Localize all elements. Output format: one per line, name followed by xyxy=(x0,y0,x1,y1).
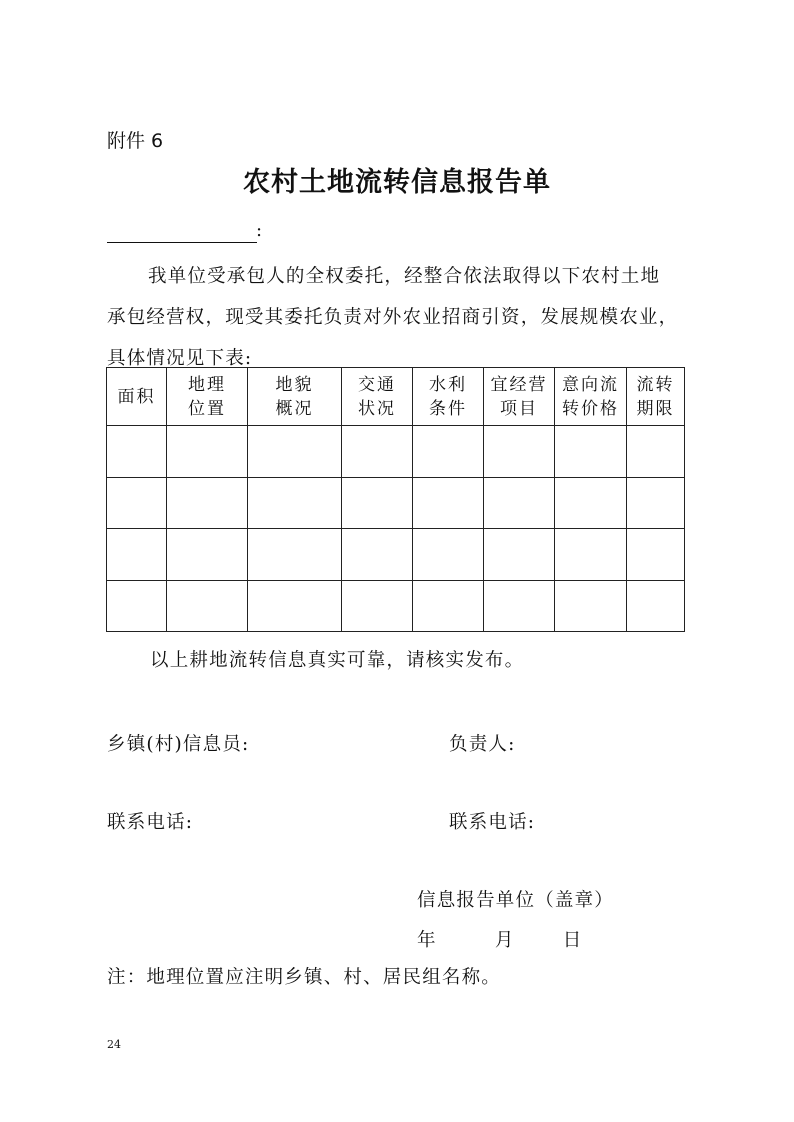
header-terrain: 地貌 概况 xyxy=(248,368,342,426)
intro-line-3: 具体情况见下表: xyxy=(107,348,253,369)
header-traffic: 交通 状况 xyxy=(342,368,413,426)
header-transfer-term: 流转 期限 xyxy=(627,368,685,426)
header-area: 面积 xyxy=(107,368,167,426)
table-cell[interactable] xyxy=(248,580,342,632)
table-cell[interactable] xyxy=(167,580,248,632)
table-cell[interactable] xyxy=(555,529,627,581)
reporting-unit-seal-label: 信息报告单位（盖章） xyxy=(417,890,615,911)
closing-statement: 以上耕地流转信息真实可靠，请核实发布。 xyxy=(150,650,525,671)
table-cell[interactable] xyxy=(167,426,248,478)
table-row xyxy=(107,580,685,632)
header-intended-price: 意向流 转价格 xyxy=(555,368,627,426)
table-cell[interactable] xyxy=(107,529,167,581)
land-info-table xyxy=(106,367,685,632)
table-cell[interactable] xyxy=(107,426,167,478)
phone-right-label: 联系电话: xyxy=(449,812,536,833)
header-location: 地理 位置 xyxy=(167,368,248,426)
day-label: 日 xyxy=(562,930,583,951)
intro-line-1: 我单位受承包人的全权委托，经整合依法取得以下农村土地 xyxy=(148,266,661,287)
footnote: 注：地理位置应注明乡镇、村、居民组名称。 xyxy=(107,967,502,988)
table-cell[interactable] xyxy=(555,477,627,529)
informant-label: 乡镇(村)信息员: xyxy=(107,734,250,755)
table-cell[interactable] xyxy=(484,580,555,632)
date-line xyxy=(417,926,582,952)
table-row xyxy=(107,477,685,529)
addressee-colon: : xyxy=(256,220,263,241)
table-cell[interactable] xyxy=(413,529,484,581)
table-cell[interactable] xyxy=(555,426,627,478)
table-cell[interactable] xyxy=(342,426,413,478)
table-row xyxy=(107,529,685,581)
phone-left-label: 联系电话: xyxy=(107,812,194,833)
table-cell[interactable] xyxy=(342,477,413,529)
table-cell[interactable] xyxy=(413,580,484,632)
table-cell[interactable] xyxy=(248,529,342,581)
table-cell[interactable] xyxy=(627,580,685,632)
table-cell[interactable] xyxy=(627,529,685,581)
table-cell[interactable] xyxy=(627,426,685,478)
header-suitable-projects: 宜经营 项目 xyxy=(484,368,555,426)
header-irrigation: 水利 条件 xyxy=(413,368,484,426)
table-cell[interactable] xyxy=(167,529,248,581)
intro-line-2: 承包经营权，现受其委托负责对外农业招商引资，发展规模农业， xyxy=(107,307,679,328)
table-cell[interactable] xyxy=(248,426,342,478)
year-label: 年 xyxy=(417,930,437,951)
month-label: 月 xyxy=(494,930,515,951)
table-cell[interactable] xyxy=(627,477,685,529)
annex-label: 附件 6 xyxy=(107,130,164,152)
table-cell[interactable] xyxy=(107,477,167,529)
intro-paragraph xyxy=(107,256,707,379)
table-cell[interactable] xyxy=(555,580,627,632)
table-header-row xyxy=(107,368,685,426)
table-cell[interactable] xyxy=(484,426,555,478)
table-cell[interactable] xyxy=(167,477,248,529)
table-cell[interactable] xyxy=(413,426,484,478)
table-cell[interactable] xyxy=(342,580,413,632)
table-cell[interactable] xyxy=(484,529,555,581)
responsible-person-label: 负责人: xyxy=(449,734,516,755)
table-cell[interactable] xyxy=(413,477,484,529)
table-cell[interactable] xyxy=(484,477,555,529)
document-title: 农村土地流转信息报告单 xyxy=(243,167,551,198)
table-cell[interactable] xyxy=(342,529,413,581)
table-cell[interactable] xyxy=(107,580,167,632)
page-number: 24 xyxy=(107,1038,121,1051)
table-row xyxy=(107,426,685,478)
addressee-blank-line[interactable] xyxy=(107,220,257,243)
table-cell[interactable] xyxy=(248,477,342,529)
